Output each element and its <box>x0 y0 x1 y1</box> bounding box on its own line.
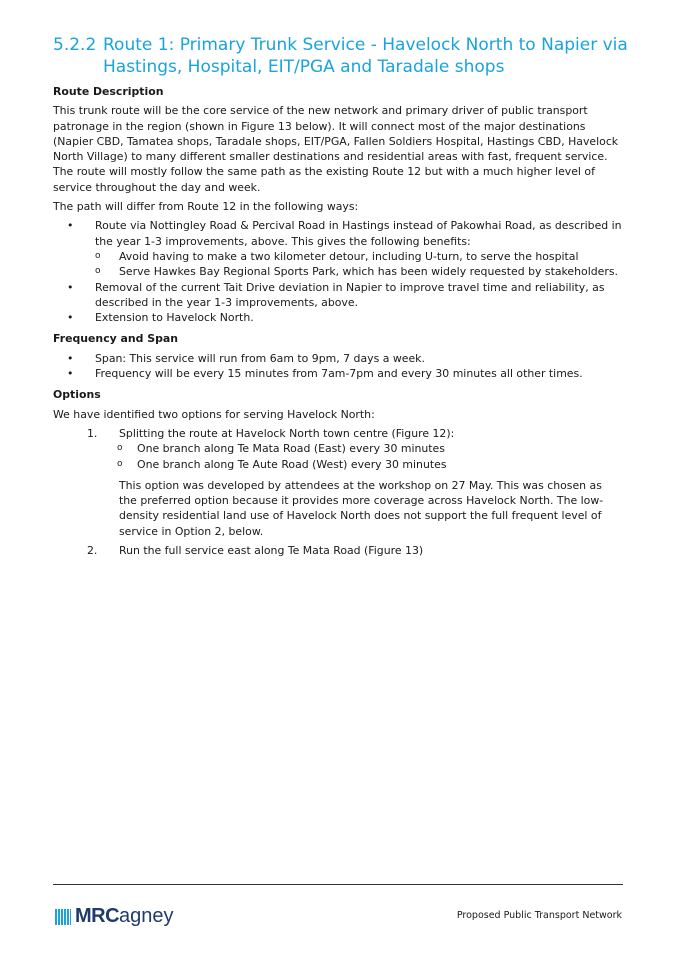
options-intro: We have identified two options for serving Havelock North: <box>53 407 375 421</box>
sub-list-item <box>53 264 623 279</box>
option-text: Splitting the route at Havelock North town centre (Figure 12): <box>119 426 455 440</box>
sub-bullet-marker: o <box>95 250 101 261</box>
company-logo <box>55 905 174 928</box>
route-description-paragraph: This trunk route will be the core service of the new network and primary driver of public transport patronage in the region (shown in Figure 13 below). It will connect most of the major destinations (Napier CBD, Tamatea shops, Taradale shops, EIT/PGA, Fallen Soldiers Hospital, Hastings CBD, Havelock North Village) to many different smaller destinations and residential areas with fast, frequent service. The route will mostly follow the same path as the existing Route 12 but with a much higher level of service throughout the day and week. <box>53 104 619 194</box>
section-number: 5.2.2 <box>53 35 97 55</box>
sub-bullet-marker: o <box>95 266 101 277</box>
option-sub-item <box>53 457 623 472</box>
bullet-marker: • <box>67 351 74 365</box>
list-item <box>53 351 623 366</box>
list-item <box>53 310 623 325</box>
option-number: 2. <box>87 544 98 558</box>
list-item <box>53 366 623 381</box>
footer-document-title: Proposed Public Transport Network <box>456 910 622 921</box>
route-description-heading: Route Description <box>53 85 164 98</box>
option-item <box>53 543 623 558</box>
option-sub-text: One branch along Te Aute Road (West) every 30 minutes <box>137 457 447 471</box>
options-heading: Options <box>53 388 101 402</box>
list-item-text: Frequency will be every 15 minutes from 7am-7pm and every 30 minutes all other times. <box>95 367 583 381</box>
bullet-marker: • <box>67 280 74 294</box>
list-item-text: Span: This service will run from 6am to 9pm, 7 days a week. <box>95 351 425 365</box>
bullet-marker: • <box>67 219 74 233</box>
option-sub-text: One branch along Te Mata Road (East) every 30 minutes <box>137 442 445 456</box>
option-sub-item <box>53 441 623 456</box>
route-differences-list <box>53 218 623 325</box>
bullet-marker: • <box>67 367 74 381</box>
list-item-text: Extension to Havelock North. <box>95 311 254 325</box>
bullet-marker: • <box>67 311 74 325</box>
list-item-text: Route via Nottingley Road & Percival Road in Hastings instead of Pakowhai Road, as described in the year 1-3 improvements, above. This gives the following benefits: <box>95 219 622 248</box>
logo-mark-icon <box>55 909 71 925</box>
section-title <box>53 34 653 78</box>
sub-list-item-text: Avoid having to make a two kilometer detour, including U-turn, to serve the hospital <box>119 249 579 263</box>
options-list <box>53 426 623 558</box>
section-title-text: Route 1: Primary Trunk Service - Havelock North to Napier via Hastings, Hospital, EIT/PGA and Taradale shops <box>103 35 628 77</box>
list-item <box>53 280 623 311</box>
sub-list-item-text: Serve Hawkes Bay Regional Sports Park, which has been widely requested by stakeholders. <box>119 265 618 279</box>
frequency-list <box>53 351 623 382</box>
option-text: Run the full service east along Te Mata Road (Figure 13) <box>119 544 424 558</box>
document-body <box>53 84 623 558</box>
option-number: 1. <box>87 426 98 440</box>
logo-text-bold: MRC <box>75 905 120 927</box>
sub-list-item <box>53 249 623 264</box>
list-item-text: Removal of the current Tait Drive deviation in Napier to improve travel time and reliability, as described in the year 1-3 improvements, above. <box>95 280 605 309</box>
sub-bullet-marker: o <box>117 458 123 469</box>
logo-text-light: agney <box>119 905 174 927</box>
option-description: This option was developed by attendees at the workshop on 27 May. This was chosen as the preferred option because it provides more coverage across Havelock North. The low-density residential land use of Havelock North does not support the full frequent level of service in Option 2, below. <box>119 478 604 538</box>
route-differences-intro: The path will differ from Route 12 in the following ways: <box>53 200 359 214</box>
footer-divider <box>53 884 623 885</box>
frequency-heading: Frequency and Span <box>53 332 178 346</box>
sub-bullet-marker: o <box>117 443 123 454</box>
list-item <box>53 218 623 249</box>
option-item <box>53 426 623 441</box>
